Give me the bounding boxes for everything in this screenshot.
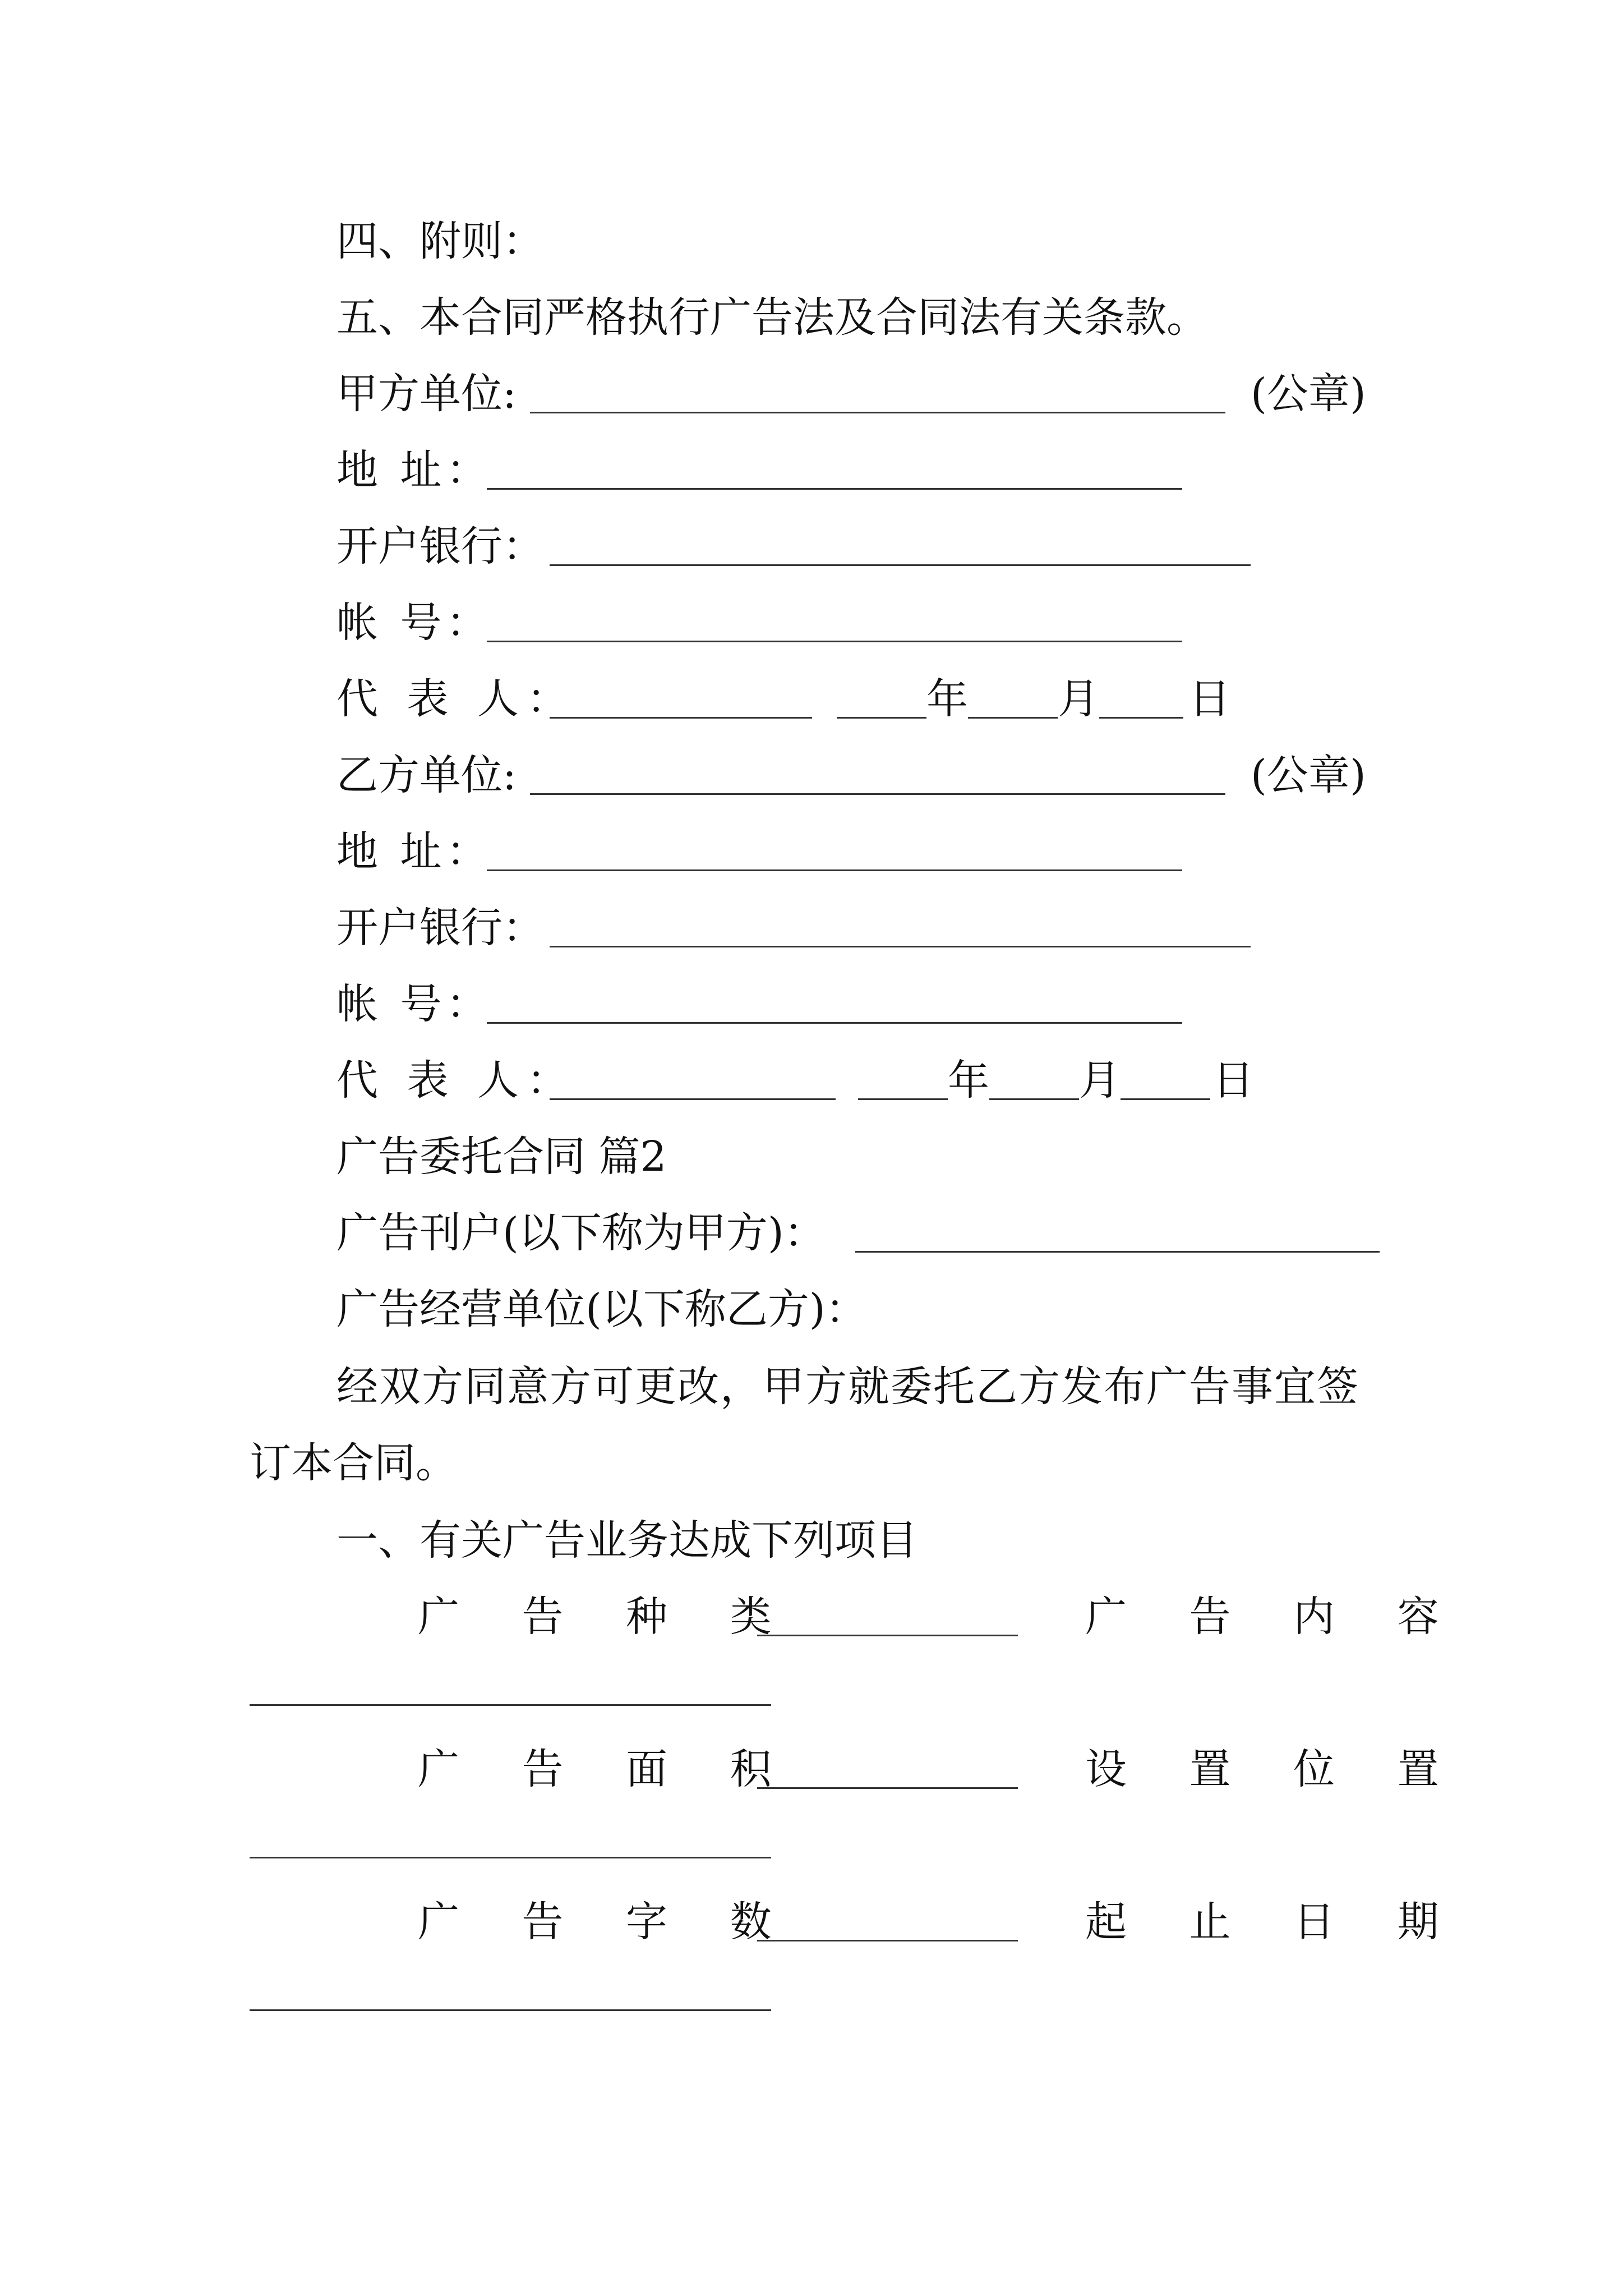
party-a-bank-blank[interactable] [550, 564, 1251, 566]
client-line [0, 1199, 1623, 1267]
item-kind-label: 广 告 种 类 [418, 1593, 796, 1641]
agency-line [0, 1276, 1623, 1343]
party-a-account-label: 帐 号： [336, 599, 492, 647]
party-b-address-line [0, 818, 1623, 885]
party-a-address-label: 地 址： [336, 446, 492, 494]
party-a-year-label: 年 [926, 675, 968, 723]
party-b-month-blank[interactable] [989, 1098, 1079, 1100]
para1-text-b: 订本合同。 [250, 1439, 457, 1487]
party-a-account-line [0, 589, 1623, 656]
party-a-rep-blank[interactable] [550, 717, 812, 719]
party-b-day-label: 日 [1212, 1056, 1254, 1105]
party-a-address-blank[interactable] [487, 488, 1182, 490]
party-b-bank-line [0, 894, 1623, 961]
clause-5-line [0, 284, 1623, 351]
agency-label: 广告经营单位(以下称乙方)： [336, 1285, 867, 1333]
para1-line-a [0, 1353, 1623, 1420]
party-a-unit-label: 甲方单位: [336, 370, 517, 418]
party-b-unit-line [0, 742, 1623, 809]
section-title: 广告委托合同 篇2 [336, 1133, 667, 1181]
item-kind-blank[interactable] [757, 1635, 1018, 1636]
party-b-rep-blank[interactable] [550, 1098, 836, 1100]
party-a-day-label: 日 [1189, 675, 1230, 723]
client-blank[interactable] [855, 1251, 1380, 1253]
party-b-year-blank[interactable] [858, 1098, 948, 1100]
clause-4-text: 四、附则： [336, 217, 544, 265]
party-b-unit-label: 乙方单位: [336, 751, 517, 799]
item-content-blank[interactable] [250, 1704, 771, 1706]
party-b-address-blank[interactable] [487, 869, 1182, 871]
item-row-2-cont [0, 1812, 1623, 1879]
party-b-year-label: 年 [948, 1056, 989, 1105]
sec1-line [0, 1507, 1623, 1574]
party-b-day-blank[interactable] [1121, 1098, 1210, 1100]
party-a-bank-line [0, 513, 1623, 580]
item-row-1-cont [0, 1659, 1623, 1727]
party-a-unit-blank[interactable] [530, 412, 1225, 413]
party-b-bank-label: 开户银行： [336, 904, 544, 952]
party-b-account-blank[interactable] [487, 1022, 1182, 1024]
party-b-unit-blank[interactable] [530, 793, 1225, 795]
item-position-blank[interactable] [250, 1857, 771, 1858]
sec1-text: 一、有关广告业务达成下列项目 [336, 1516, 917, 1565]
party-a-month-label: 月 [1058, 675, 1099, 723]
item-row-3 [0, 1888, 1623, 1955]
party-b-month-label: 月 [1079, 1056, 1121, 1105]
party-b-account-label: 帐 号： [336, 980, 492, 1028]
item-row-3-cont [0, 1964, 1623, 2032]
party-a-month-blank[interactable] [968, 717, 1058, 719]
party-a-bank-label: 开户银行： [336, 522, 544, 570]
party-a-address-line [0, 436, 1623, 504]
party-b-seal-label: (公章) [1251, 751, 1366, 799]
item-dates-label: 起 止 日 期 [1085, 1898, 1464, 1946]
client-label: 广告刊户(以下称为甲方)： [336, 1209, 826, 1257]
party-a-day-blank[interactable] [1099, 717, 1183, 719]
section-title-line [0, 1123, 1623, 1190]
party-a-rep-line [0, 665, 1623, 733]
para1-line-b [0, 1429, 1623, 1497]
party-b-address-label: 地 址： [336, 827, 492, 876]
party-b-bank-blank[interactable] [550, 946, 1251, 947]
item-words-blank[interactable] [757, 1940, 1018, 1941]
party-a-unit-line [0, 360, 1623, 427]
party-b-rep-label: 代 表 人： [336, 1056, 577, 1105]
clause-5-text: 五、本合同严格执行广告法及合同法有关条款。 [336, 293, 1208, 342]
clause-4-line [0, 208, 1623, 275]
party-b-account-line [0, 970, 1623, 1038]
item-dates-blank[interactable] [250, 2009, 771, 2011]
item-words-label: 广 告 字 数 [418, 1898, 796, 1946]
item-area-blank[interactable] [757, 1787, 1018, 1789]
party-a-rep-label: 代 表 人： [336, 675, 577, 723]
item-row-2 [0, 1736, 1623, 1803]
party-a-account-blank[interactable] [487, 641, 1182, 642]
para1-text-a: 经双方同意方可更改，甲方就委托乙方发布广告事宜签 [336, 1363, 1359, 1411]
item-area-label: 广 告 面 积 [418, 1745, 796, 1793]
item-row-1 [0, 1583, 1623, 1650]
party-a-year-blank[interactable] [837, 717, 926, 719]
party-b-rep-line [0, 1047, 1623, 1114]
item-content-label: 广 告 内 容 [1085, 1593, 1464, 1641]
item-position-label: 设 置 位 置 [1085, 1745, 1464, 1793]
party-a-seal-label: (公章) [1251, 370, 1366, 418]
